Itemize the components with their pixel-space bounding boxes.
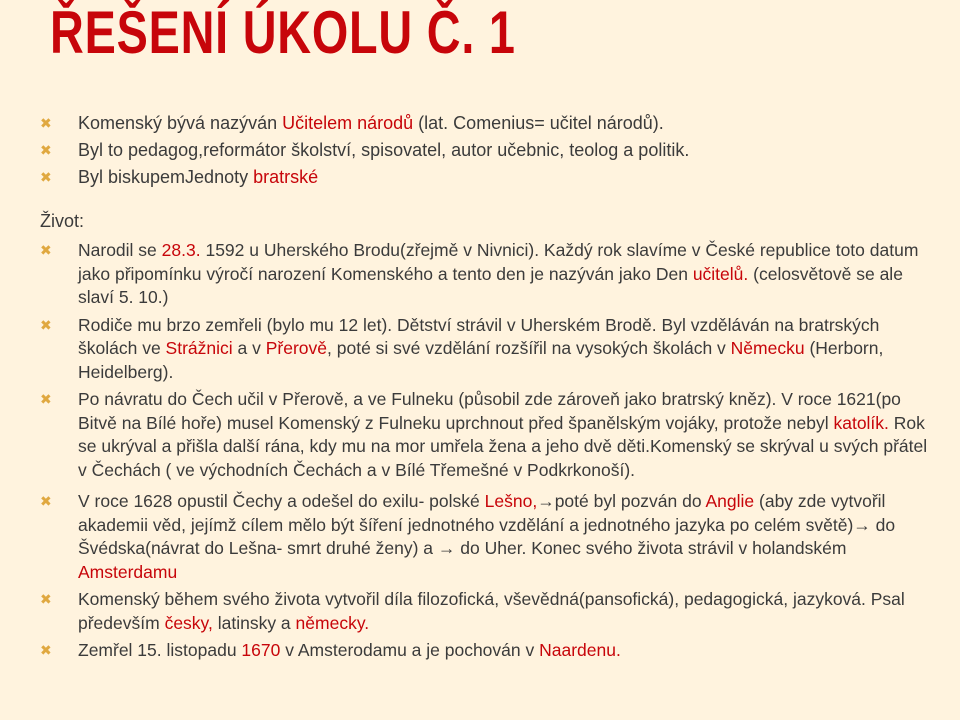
highlighted-term: 1670 — [241, 640, 281, 660]
bullet-x-icon: ✖ — [40, 242, 52, 258]
highlighted-term: Německu — [730, 338, 805, 358]
section-heading: Život: — [40, 211, 85, 231]
highlighted-term: Amsterdamu — [78, 561, 178, 582]
bullet-x-icon: ✖ — [40, 493, 52, 509]
highlighted-term: Anglie — [705, 491, 755, 511]
bullet-item: ✖ Byl biskupemJednoty bratrské — [40, 164, 940, 191]
bullet-item: ✖ Narodil se 28.3. 1592 u Uherského Brodu(zřejmě v Nivnici). Každý rok slavíme v České republice toto datum jako připomínku výročí narození Komenského a tento den je nazýván jako Den učitelů. (celosvětově se ale slaví 5. 10.) — [40, 240, 919, 307]
bullet-item: ✖ Komenský během svého života vytvořil díla filozofická, vševědná(pansofická), pedagogická, jazyková. Psal především česky, latinsky a německy. — [40, 589, 905, 633]
bullet-x-icon: ✖ — [40, 591, 52, 607]
highlighted-term: Strážnici — [165, 338, 233, 358]
intro-bullets — [40, 110, 940, 191]
highlighted-term: katolík. — [833, 412, 889, 433]
highlighted-term: učitelů. — [692, 263, 749, 284]
bullet-x-icon: ✖ — [40, 316, 52, 333]
highlighted-term: bratrské — [253, 167, 319, 187]
highlighted-term: Učitelem národů — [282, 113, 414, 133]
highlighted-term: Lešno, — [484, 491, 538, 511]
bullet-x-icon: ✖ — [40, 115, 52, 131]
highlighted-term: 28.3. — [161, 240, 201, 260]
bullet-item: ✖ V roce 1628 opustil Čechy a odešel do exilu- polské Lešno,→poté byl pozván do Anglie (aby zde vytvořil akademii věd, jejímž cílem mělo být šíření jednotného vzdělání a jednotného jazyka po celém světě)→ do Švédska(návrat do Lešna- smrt druhé ženy) a → do Uher. Konec svého života strávil v holandském Amsterdamu — [40, 491, 896, 582]
bullet-item: ✖ Rodiče mu brzo zemřeli (bylo mu 12 let). Dětství strávil v Uherském Brodě. Byl vzděláván na bratrských školách ve Strážnici a v Přerově, poté si své vzdělání rozšířil na vysokých školách v Německu (Herborn, Heidelberg). — [40, 314, 884, 382]
bullet-x-icon: ✖ — [40, 391, 52, 407]
bullet-item: ✖ Po návratu do Čech učil v Přerově, a ve Fulneku (působil zde zároveň jako bratrský kněz). V roce 1621(po Bitvě na Bílé hoře) musel Komenský z Fulneku uprchnout před španělským vojáky, protože nebyl katolík. Rok se ukrýval a přišla další rána, kdy mu na mor umřela žena a jeho dvě děti.Komenský se skrýval u svých přátel v Čechách ( ve východních Čechách a v Bílé Třemešné v Podkrkonoší). — [40, 389, 928, 480]
bullet-item: ✖ Byl to pedagog,reformátor školství, spisovatel, autor učebnic, teolog a politik. — [40, 137, 940, 164]
life-bullets — [40, 239, 940, 663]
highlighted-term: česky, — [164, 612, 213, 633]
bullet-x-icon: ✖ — [40, 642, 52, 658]
highlighted-term: Naardenu. — [539, 640, 621, 660]
bullet-item: ✖ Komenský bývá nazýván Učitelem národů (lat. Comenius= učitel národů). — [40, 110, 940, 137]
bullet-item: ✖ Zemřel 15. listopadu 1670 v Amsterodamu a je pochován v Naardenu. — [40, 639, 940, 663]
slide-body — [40, 110, 940, 663]
highlighted-term: německy. — [295, 612, 370, 633]
slide-title: ŘEŠENÍ ÚKOLU Č. 1 — [50, 0, 516, 66]
bullet-x-icon: ✖ — [40, 142, 52, 158]
bullet-x-icon: ✖ — [40, 169, 52, 185]
highlighted-term: Přerově — [265, 338, 328, 358]
